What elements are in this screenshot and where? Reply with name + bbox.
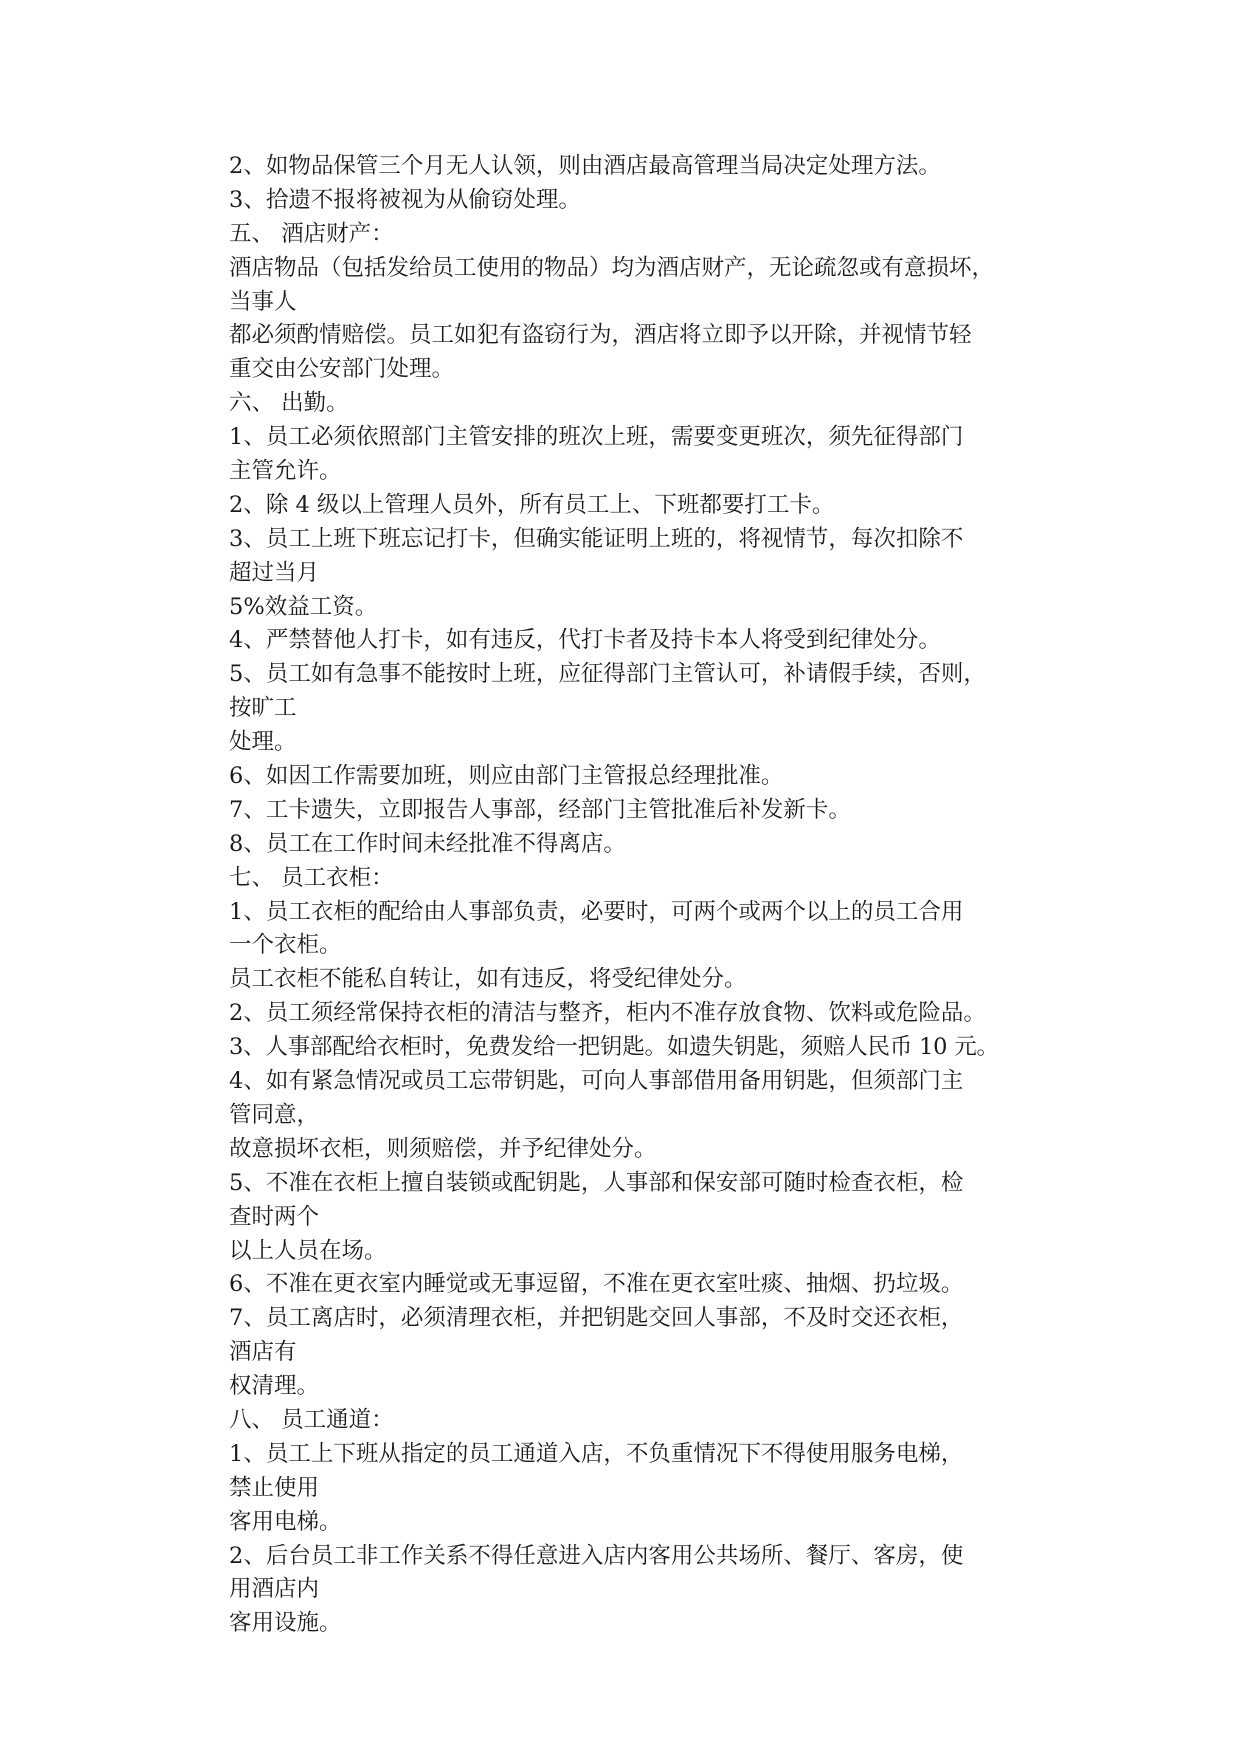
section-heading: 八、 员工通道：	[229, 1406, 394, 1433]
text-line: 2、除 4 级以上管理人员外，所有员工上、下班都要打工卡。	[229, 491, 835, 518]
text-line: 重交由公安部门处理。	[229, 356, 455, 383]
text-line: 都必须酌情赔偿。员工如犯有盗窃行为，酒店将立即予以开除，并视情节轻	[229, 322, 972, 349]
text-line: 一个衣柜。	[229, 932, 342, 959]
text-line: 5%效益工资。	[229, 593, 378, 620]
text-line: 以上人员在场。	[229, 1237, 387, 1264]
text-line: 权清理。	[229, 1373, 320, 1400]
text-line: 客用设施。	[229, 1610, 342, 1637]
text-line: 酒店物品（包括发给员工使用的物品）均为酒店财产，无论疏忽或有意损坏，	[229, 254, 995, 281]
text-line: 查时两个	[229, 1203, 320, 1230]
text-line: 7、员工离店时，必须清理衣柜，并把钥匙交回人事部，不及时交还衣柜，	[229, 1305, 964, 1332]
text-line: 6、如因工作需要加班，则应由部门主管报总经理批准。	[229, 763, 784, 790]
document-body	[229, 150, 1049, 1641]
text-line: 4、严禁替他人打卡，如有违反，代打卡者及持卡本人将受到纪律处分。	[229, 627, 941, 654]
text-line: 8、员工在工作时间未经批准不得离店。	[229, 830, 626, 857]
text-line: 1、员工衣柜的配给由人事部负责，必要时，可两个或两个以上的员工合用	[229, 898, 964, 925]
text-line: 6、不准在更衣室内睡觉或无事逗留，不准在更衣室吐痰、抽烟、扔垃圾。	[229, 1271, 964, 1298]
text-line: 主管允许。	[229, 458, 342, 485]
text-line: 2、员工须经常保持衣柜的清洁与整齐，柜内不准存放食物、饮料或危险品。	[229, 1000, 986, 1027]
text-line: 4、如有紧急情况或员工忘带钥匙，可向人事部借用备用钥匙，但须部门主	[229, 1068, 964, 1095]
text-line: 用酒店内	[229, 1576, 320, 1603]
text-line: 2、如物品保管三个月无人认领，则由酒店最高管理当局决定处理方法。	[229, 153, 941, 179]
text-line: 超过当月	[229, 559, 320, 586]
section-heading: 五、 酒店财产：	[229, 220, 394, 247]
section-heading: 七、 员工衣柜：	[229, 864, 394, 891]
text-line: 当事人	[229, 288, 297, 315]
section-heading: 六、 出勤。	[229, 390, 349, 417]
text-line: 酒店有	[229, 1339, 297, 1366]
text-line: 7、工卡遗失，立即报告人事部，经部门主管批准后补发新卡。	[229, 796, 851, 823]
text-line: 5、员工如有急事不能按时上班，应征得部门主管认可，补请假手续，否则，	[229, 661, 986, 688]
text-line: 按旷工	[229, 695, 297, 722]
text-line: 客用电梯。	[229, 1508, 342, 1535]
text-line: 3、拾遗不报将被视为从偷窃处理。	[229, 186, 581, 213]
text-line: 管同意，	[229, 1101, 320, 1128]
text-line: 5、不准在衣柜上擅自装锁或配钥匙，人事部和保安部可随时检查衣柜，检	[229, 1169, 964, 1196]
text-line: 禁止使用	[229, 1474, 320, 1501]
text-line: 处理。	[229, 729, 297, 756]
text-line: 1、员工必须依照部门主管安排的班次上班，需要变更班次，须先征得部门	[229, 424, 964, 451]
text-line: 3、员工上班下班忘记打卡，但确实能证明上班的，将视情节，每次扣除不	[229, 525, 964, 552]
text-line: 故意损坏衣柜，则须赔偿，并予纪律处分。	[229, 1135, 657, 1162]
text-line: 员工衣柜不能私自转让，如有违反，将受纪律处分。	[229, 966, 747, 993]
text-line: 1、员工上下班从指定的员工通道入店，不负重情况下不得使用服务电梯，	[229, 1440, 964, 1467]
text-line: 3、人事部配给衣柜时，免费发给一把钥匙。如遗失钥匙，须赔人民币 10 元。	[229, 1034, 999, 1061]
text-line: 2、后台员工非工作关系不得任意进入店内客用公共场所、餐厅、客房，使	[229, 1542, 964, 1569]
